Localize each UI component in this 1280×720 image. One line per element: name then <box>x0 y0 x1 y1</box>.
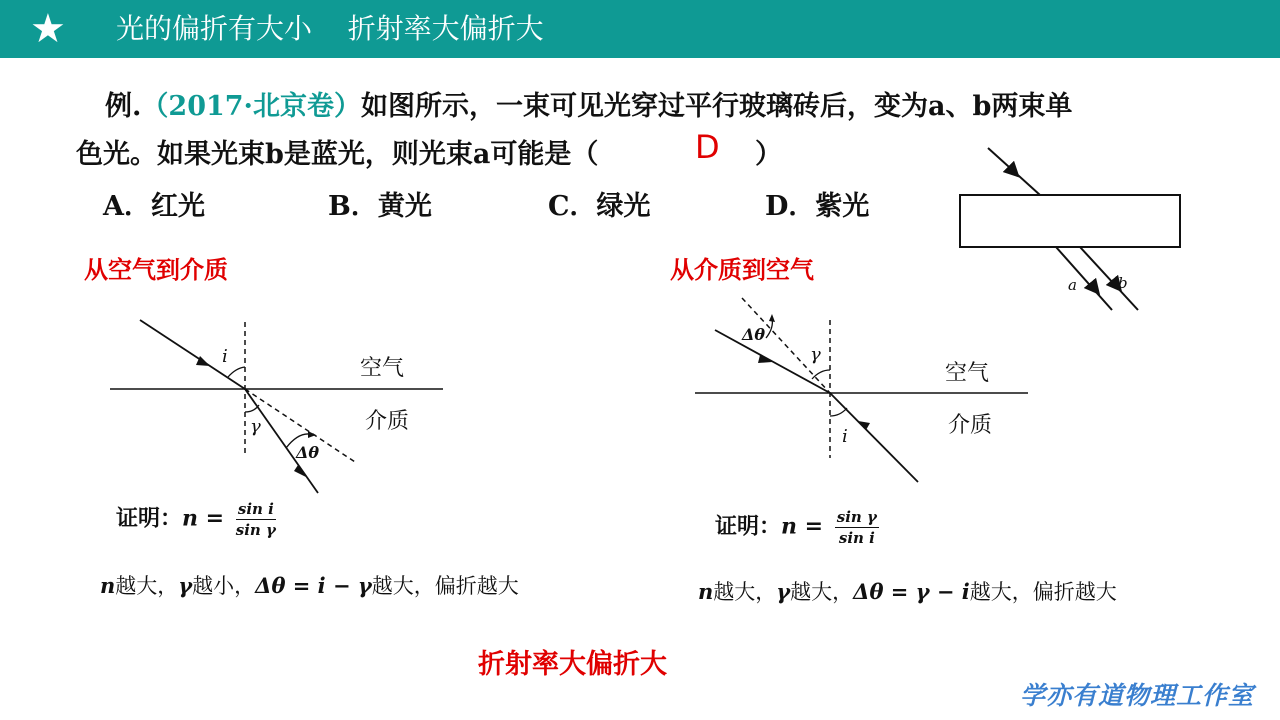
desc-text-3: 越大，偏折越大 <box>969 580 1117 604</box>
ray-b-label: b <box>1118 274 1128 292</box>
question-paren-close: ） <box>755 139 782 170</box>
right-section-title: 从介质到空气 <box>670 256 814 284</box>
desc-text-2: 越小， <box>192 574 256 598</box>
right-refraction-diagram <box>690 290 1040 490</box>
left-section-title: 从空气到介质 <box>84 256 228 284</box>
option-c: C．绿光 <box>548 191 651 222</box>
angle-i-label: i <box>842 426 848 447</box>
proof-fraction <box>236 500 276 539</box>
question-text-1: 如图所示，一束可见光穿过平行玻璃砖后，变为a、b两束单 <box>360 91 1073 122</box>
ray-a-label: a <box>1068 276 1077 294</box>
delta-theta-label: Δθ <box>742 325 766 344</box>
ray-b <box>1080 247 1138 310</box>
air-label: 空气 <box>360 356 405 381</box>
proof-label: 证明： <box>715 514 782 540</box>
question-line-2-end <box>755 132 782 171</box>
air-label: 空气 <box>945 361 990 386</box>
proof-label: 证明： <box>116 506 183 532</box>
desc-gamma: γ <box>178 573 193 598</box>
question-prefix: 例. <box>105 91 142 122</box>
proof-n: n = <box>781 513 824 540</box>
incident-ray <box>140 320 245 389</box>
question-source: （2017·北京卷） <box>141 91 361 122</box>
header-bar <box>0 0 1280 58</box>
conclusion-text: 折射率大偏折大 <box>478 649 667 680</box>
question-line-2 <box>76 132 598 171</box>
fraction-numerator: sin i <box>236 500 276 520</box>
proof-n: n = <box>182 505 225 532</box>
left-refraction-diagram <box>100 300 460 500</box>
medium-label: 介质 <box>948 413 993 438</box>
option-d: D．紫光 <box>765 191 870 222</box>
angle-i-label: i <box>222 346 228 367</box>
watermark-logo: 学亦有道物理工作室 <box>1020 681 1255 710</box>
right-proof <box>715 508 879 547</box>
proof-fraction <box>835 508 879 547</box>
medium-label: 介质 <box>365 409 410 434</box>
angle-gamma-label: γ <box>250 416 261 437</box>
fraction-denominator: sin i <box>838 529 875 547</box>
desc-text-1: 越大， <box>713 580 777 604</box>
desc-n: n <box>100 573 116 598</box>
option-a: A．红光 <box>103 191 205 222</box>
desc-formula: Δθ = i − γ <box>255 573 372 598</box>
desc-text-2: 越大， <box>790 580 854 604</box>
right-description <box>698 576 1117 606</box>
fraction-numerator: sin γ <box>836 508 877 526</box>
desc-n: n <box>698 579 714 604</box>
refracted-arrow <box>758 355 772 363</box>
refracted-ray <box>245 389 318 493</box>
answer-text: D <box>695 128 720 166</box>
left-description <box>100 570 519 600</box>
option-b: B．黄光 <box>328 191 432 222</box>
glass-slab <box>960 195 1180 247</box>
desc-text-3: 越大，偏折越大 <box>371 574 519 598</box>
desc-formula: Δθ = γ − i <box>853 579 970 604</box>
fraction-denominator: sin γ <box>235 521 276 539</box>
question-line-1 <box>105 84 1072 123</box>
page-title: 光的偏折有大小 折射率大偏折大 <box>116 12 544 45</box>
left-proof <box>116 500 276 539</box>
ray-a <box>1056 247 1112 310</box>
desc-gamma: γ <box>776 579 791 604</box>
question-text-2: 色光。如果光束b是蓝光，则光束a可能是（ <box>76 139 599 170</box>
delta-theta-label: Δθ <box>296 443 320 462</box>
star-icon: ★ <box>30 6 66 52</box>
desc-text-1: 越大， <box>115 574 179 598</box>
angle-gamma-label: γ <box>810 344 821 365</box>
